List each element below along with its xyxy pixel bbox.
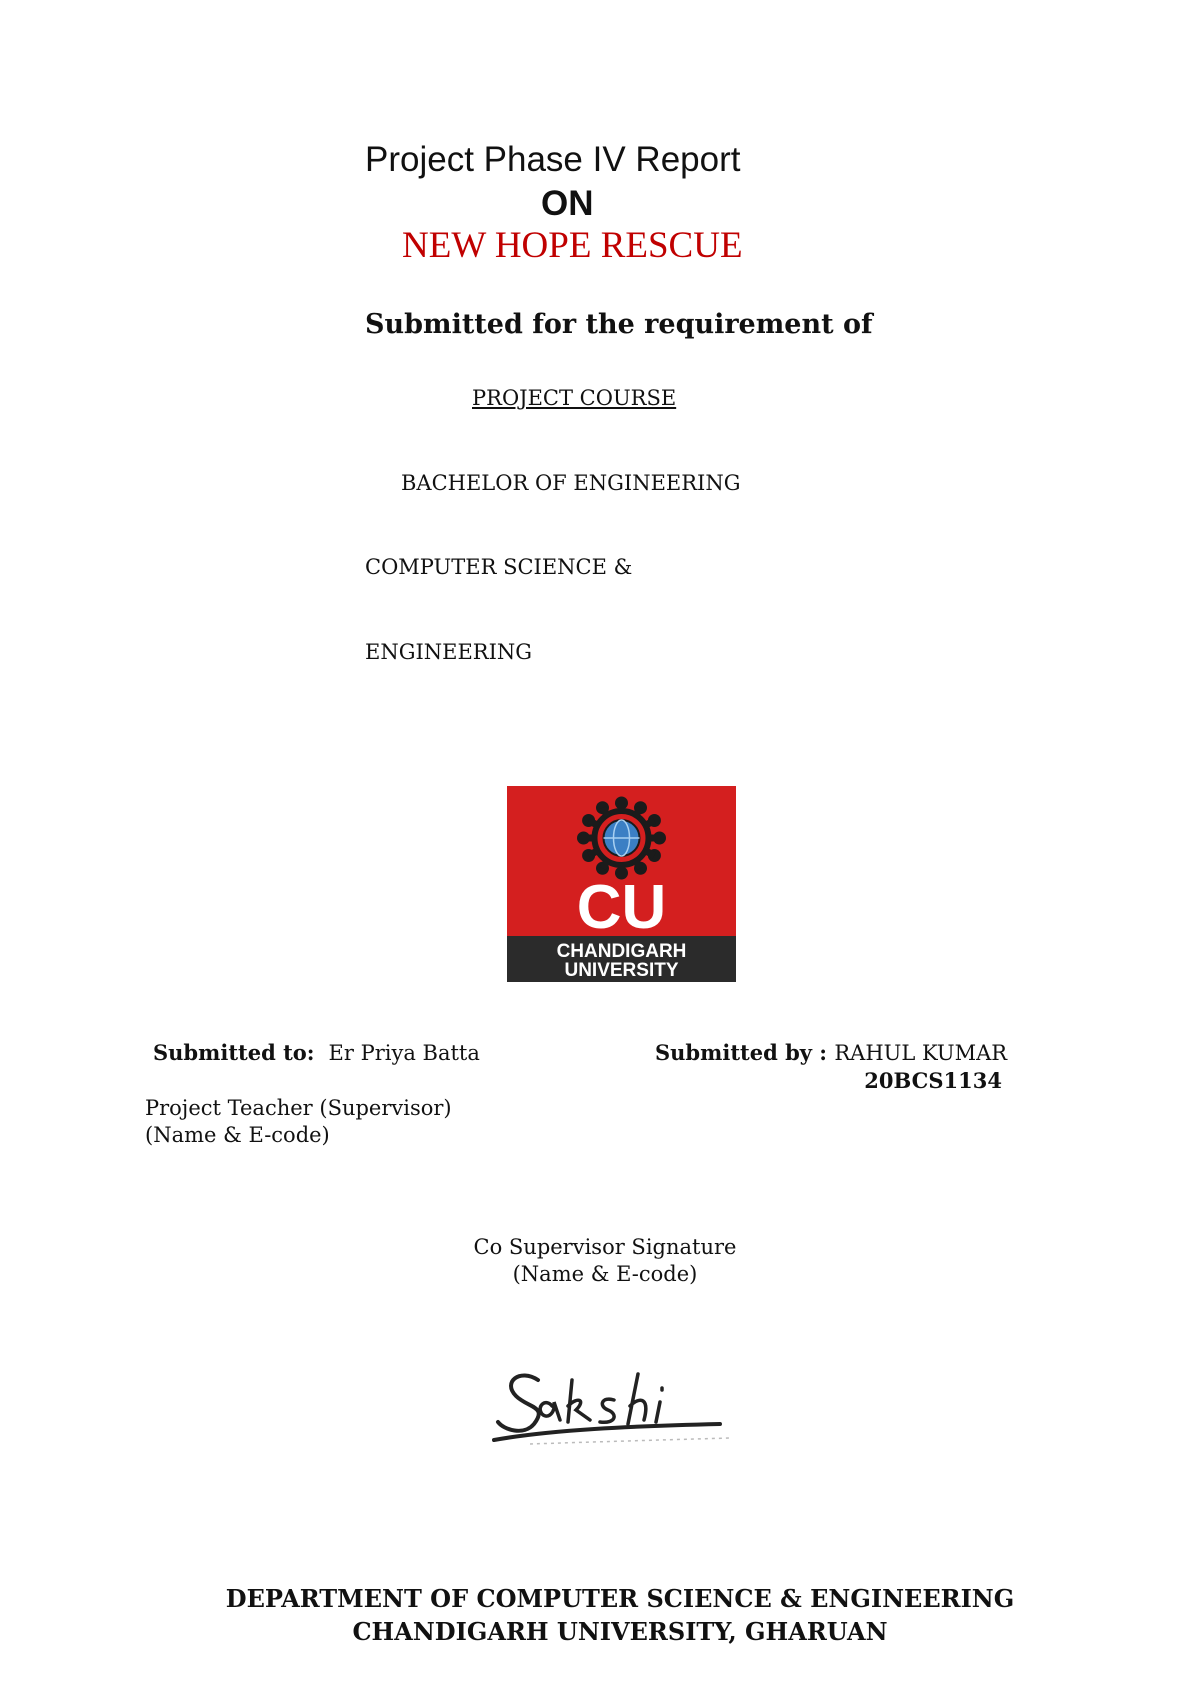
submitted-by-label: Submitted by :: [655, 1040, 828, 1065]
degree-name: BACHELOR OF ENGINEERING: [401, 471, 741, 495]
supervisor-name: Er Priya Batta: [328, 1041, 480, 1065]
ring-figure-body: [589, 850, 599, 855]
ring-figure-body: [635, 808, 641, 817]
teacher-role: Project Teacher (Supervisor): [145, 1096, 452, 1120]
ring-figure-body: [635, 860, 641, 869]
submitted-by: [655, 1040, 1007, 1065]
ring-figure-body: [645, 821, 655, 826]
ring-figure-body: [589, 821, 599, 826]
logo-abbreviation: CU: [576, 873, 667, 942]
branch-line-1: COMPUTER SCIENCE &: [365, 555, 633, 579]
university-logo: [507, 786, 736, 982]
on-label: ON: [541, 184, 594, 223]
footer-university: CHANDIGARH UNIVERSITY, GHARUAN: [352, 1617, 888, 1646]
submitted-to-label: Submitted to:: [153, 1040, 315, 1065]
student-roll-no: 20BCS1134: [864, 1068, 1002, 1093]
ring-figure-body: [603, 860, 609, 869]
logo-line-2: UNIVERSITY: [564, 960, 679, 981]
submitted-for-heading: Submitted for the requirement of: [365, 309, 873, 340]
footer-department: DEPARTMENT OF COMPUTER SCIENCE & ENGINEERING: [225, 1584, 1015, 1613]
teacher-code-note: (Name & E-code): [145, 1123, 330, 1147]
student-name: RAHUL KUMAR: [834, 1041, 1008, 1065]
co-supervisor-signature-label: Co Supervisor Signature (Name & E-code): [473, 1235, 737, 1286]
report-title: Project Phase IV Report: [365, 140, 741, 179]
handwritten-signature: [490, 1340, 740, 1450]
submitted-to: [153, 1040, 480, 1065]
ring-figure-body: [603, 808, 609, 817]
course-name: PROJECT COURSE: [472, 386, 677, 410]
branch-line-2: ENGINEERING: [365, 640, 533, 664]
project-name: NEW HOPE RESCUE: [402, 225, 743, 266]
ring-figure-body: [645, 850, 655, 855]
logo-line-1: CHANDIGARH: [556, 941, 687, 962]
